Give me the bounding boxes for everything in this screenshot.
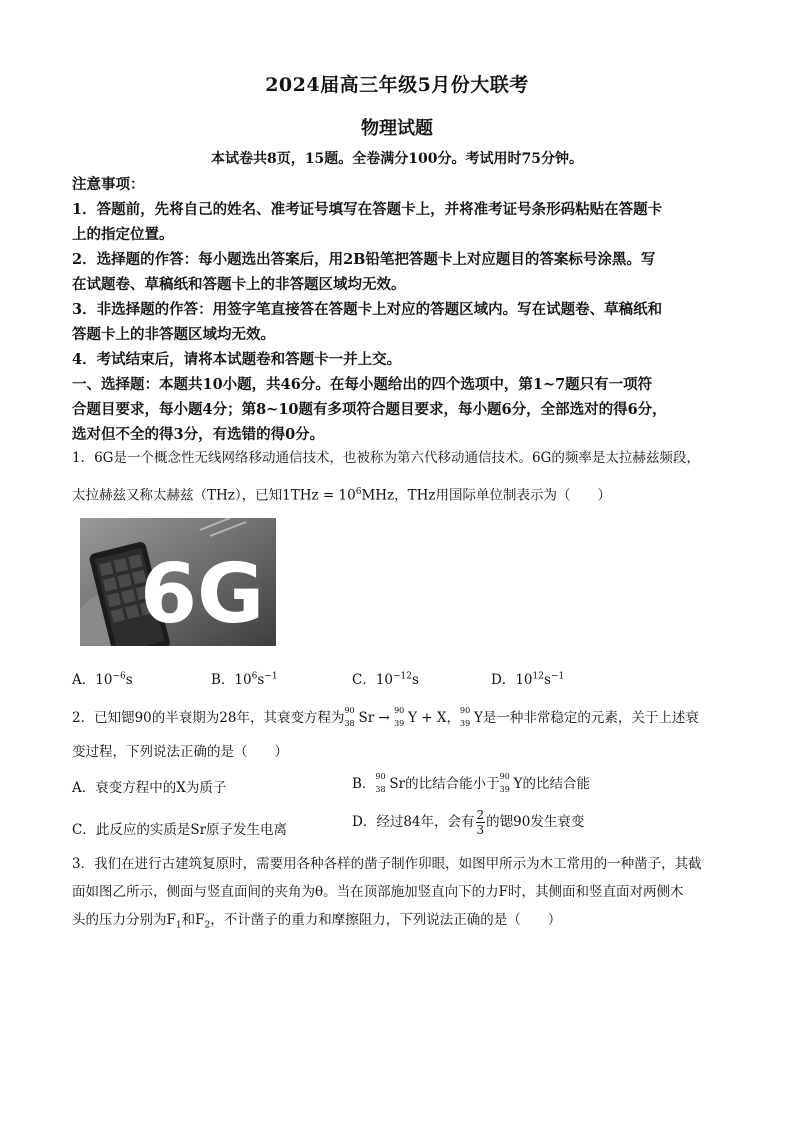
q3-line1: 3．我们在进行古建筑复原时，需要用各种各样的凿子制作卯眼，如图甲所示为木工常用的一种凿子，其截	[72, 856, 702, 872]
q1-line2	[72, 480, 732, 509]
6g-phone-image	[80, 518, 276, 646]
q2-option-a: A．衰变方程中的X为质子	[72, 780, 227, 796]
q1-option-d: D．$10^{12}s^{-1}$	[491, 671, 565, 688]
note-4: 4．考试结束后，请将本试题卷和答题卡一并上交。	[72, 351, 402, 368]
q1-option-a: A．$10^{-6}s$	[72, 671, 133, 688]
section1-line2: 合题目要求，每小题4分；第8~10题有多项符合题目要求，每小题6分，全部选对的得6分，	[72, 401, 667, 418]
q2-option-d: D．经过84年，会有 $\frac{2}{3}$ 的锶90发生衰变	[352, 808, 585, 837]
note-2a: 2．选择题的作答：每小题选出答案后，用2B铅笔把答题卡上对应题目的答案标号涂黑。写	[72, 251, 656, 268]
q3-line3: 头的压力分别为$F_1$和$F_2$，不计凿子的重力和摩擦阻力，下列说法正确的是（ ）	[72, 912, 562, 931]
section1-line1: 一、选择题：本题共10小题，共46分。在每小题给出的四个选项中，第1~7题只有一项符	[72, 376, 653, 393]
note-3b: 答题卡上的非答题区域均无效。	[72, 326, 275, 343]
q1-option-c: C．$10^{-12}s$	[352, 671, 419, 688]
note-2b: 在试题卷、草稿纸和答题卡上的非答题区域均无效。	[72, 276, 406, 293]
q2-option-c: C．此反应的实质是Sr原子发生电离	[72, 822, 288, 838]
section1-line3: 选对但不全的得3分，有选错的得0分。	[72, 426, 325, 443]
6g-logo-text: 6G	[140, 547, 265, 642]
q1-line1: 1．6G是一个概念性无线网络移动通信技术，也被称为第六代移动通信技术。6G的频率是太拉赫兹频段，	[72, 450, 700, 466]
6g-illustration	[80, 518, 276, 646]
exam-title: 2024届高三年级5月份大联考	[265, 74, 529, 96]
q1-exp: 6	[355, 487, 362, 497]
notes-section	[72, 172, 732, 447]
q1-line2-b: MHz，THz用国际单位制表示为（ ）	[361, 487, 612, 504]
two-thirds-fraction: $\frac{2}{3}$	[476, 808, 485, 837]
note-1a: 1．答题前，先将自己的姓名、准考证号填写在答题卡上，并将准考证号条形码粘贴在答题卡	[72, 201, 663, 218]
y90-nuclide-2: 90 39	[460, 705, 471, 728]
q2-option-b: B． 90 38 Sr的比结合能小于 90 39 Y的比结合能	[352, 771, 591, 794]
exam-info: 本试卷共8页，15题。全卷满分100分。考试用时75分钟。	[211, 151, 583, 167]
q1-line2-a: 太拉赫兹又称太赫兹（THz），已知1THz = 10	[72, 487, 356, 504]
notes-heading: 注意事项：	[72, 176, 145, 193]
q2-line2: 变过程，下列说法正确的是（ ）	[72, 744, 288, 760]
y90-nuclide: 90 39	[394, 705, 405, 728]
note-1b: 上的指定位置。	[72, 226, 174, 243]
sr90-nuclide: 90 38	[344, 705, 355, 728]
q2-line1: 2．已知锶90的半衰期为28年，其衰变方程为 90 38 Sr → 90 39 Y + X， 90 39 Y是一种非常稳定的元素，关于上述衰	[72, 705, 699, 728]
q3-line2: 面如图乙所示，侧面与竖直面间的夹角为θ。当在顶部施加竖直向下的力F时，其侧面和竖直面对两侧木	[72, 884, 684, 900]
note-3a: 3．非选择题的作答：用签字笔直接答在答题卡上对应的答题区域内。写在试题卷、草稿纸和	[72, 301, 663, 318]
q1-option-b: B．$10^6s^{-1}$	[211, 671, 278, 688]
subject-title: 物理试题	[361, 118, 433, 139]
